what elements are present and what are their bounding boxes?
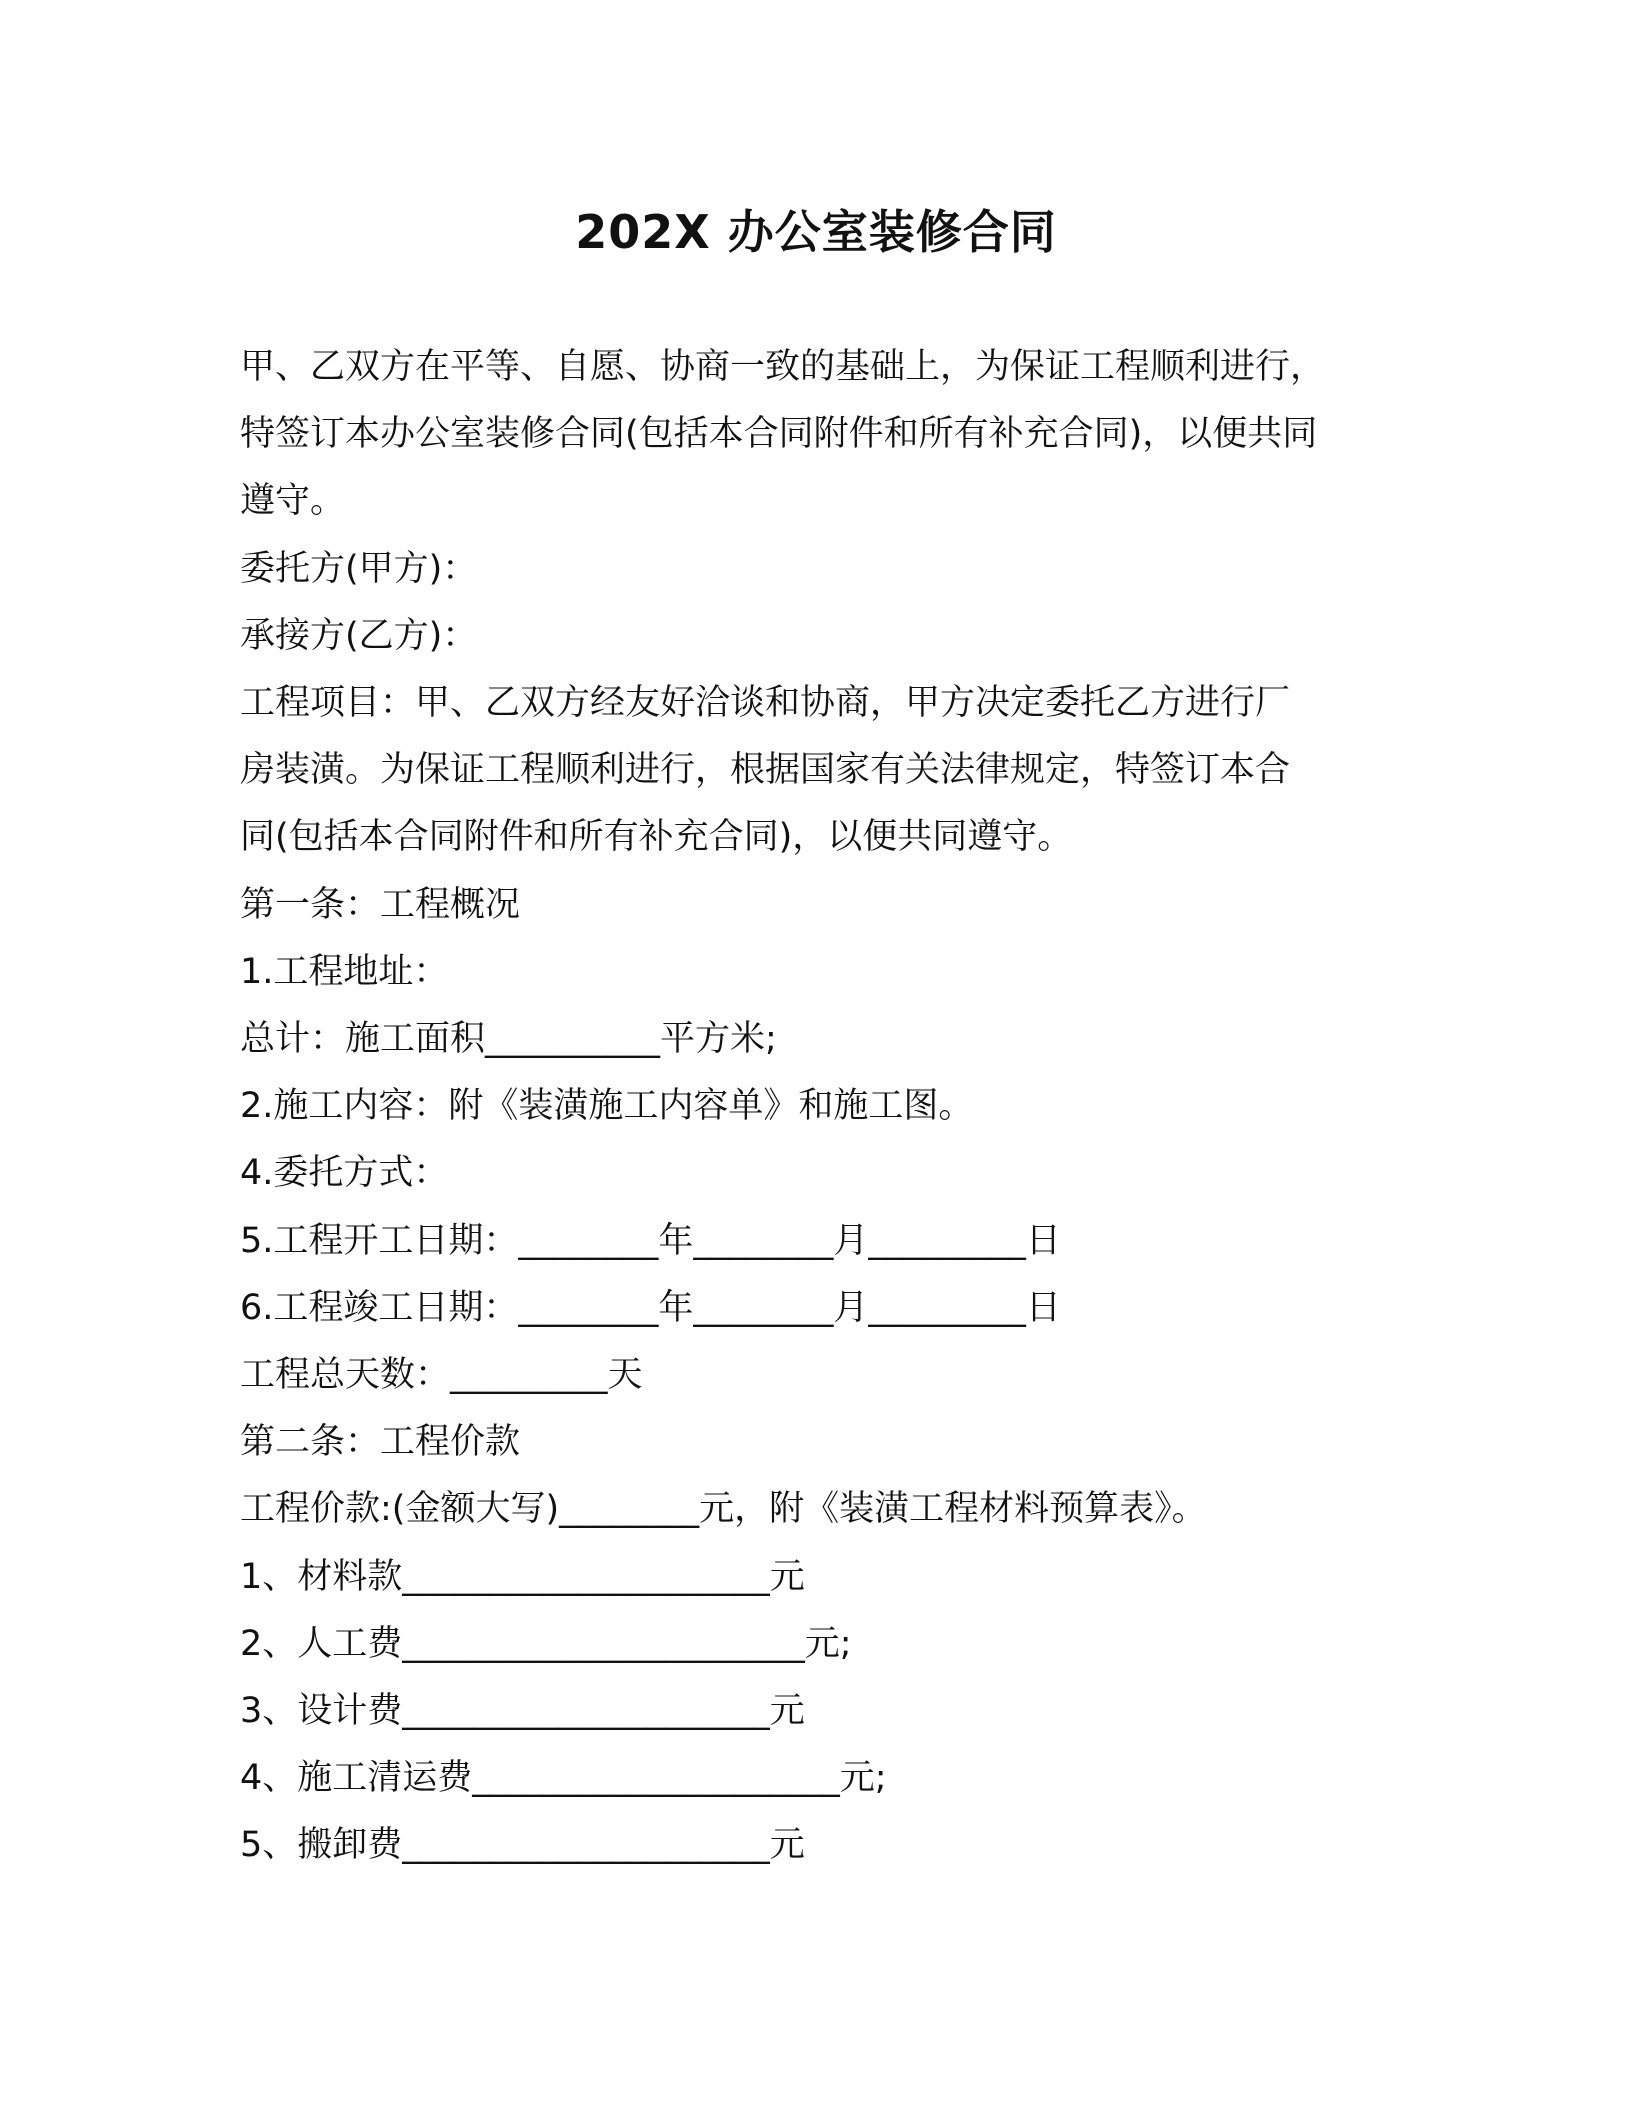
completion-date-line: 6.工程竣工日期：________年________月_________日 — [240, 1287, 1061, 1328]
commission-method-line: 4.委托方式： — [240, 1153, 449, 1194]
article-1-heading: 第一条：工程概况 — [240, 884, 521, 925]
contract-body — [240, 334, 1400, 1880]
party-b-line: 承接方(乙方)： — [240, 615, 478, 656]
construction-area-line: 总计：施工面积__________平方米; — [240, 1019, 777, 1060]
total-days-line: 工程总天数：_________天 — [240, 1355, 643, 1396]
material-fee-line: 1、材料款_____________________元 — [240, 1556, 805, 1597]
labor-fee-line: 2、人工费_______________________元; — [240, 1623, 852, 1664]
start-date-line: 5.工程开工日期：________年________月_________日 — [240, 1220, 1061, 1261]
construction-content-line: 2.施工内容：附《装潢施工内容单》和施工图。 — [240, 1086, 974, 1127]
moving-fee-line: 5、搬卸费_____________________元 — [240, 1825, 805, 1866]
project-line-1: 工程项目：甲、乙双方经友好洽谈和协商，甲方决定委托乙方进行厂 — [240, 683, 1291, 724]
party-a-line: 委托方(甲方)： — [240, 548, 478, 589]
cleanup-fee-line: 4、施工清运费_____________________元; — [240, 1758, 887, 1799]
document-title: 202X 办公室装修合同 — [575, 205, 1057, 259]
project-line-2: 房装潢。为保证工程顺利进行，根据国家有关法律规定，特签订本合 — [240, 750, 1291, 791]
project-price-line: 工程价款:(金额大写)________元，附《装潢工程材料预算表》。 — [240, 1489, 1207, 1530]
design-fee-line: 3、设计费_____________________元 — [240, 1691, 805, 1732]
intro-line-1: 甲、乙双方在平等、自愿、协商一致的基础上，为保证工程顺利进行， — [240, 347, 1326, 387]
project-address-line: 1.工程地址： — [240, 951, 449, 992]
article-2-heading: 第二条：工程价款 — [240, 1422, 521, 1463]
intro-line-2: 特签订本办公室装修合同(包括本合同附件和所有补充合同)，以便共同 — [240, 414, 1318, 455]
project-line-3: 同(包括本合同附件和所有补充合同)，以便共同遵守。 — [240, 817, 1073, 858]
intro-line-3: 遵守。 — [240, 481, 346, 522]
